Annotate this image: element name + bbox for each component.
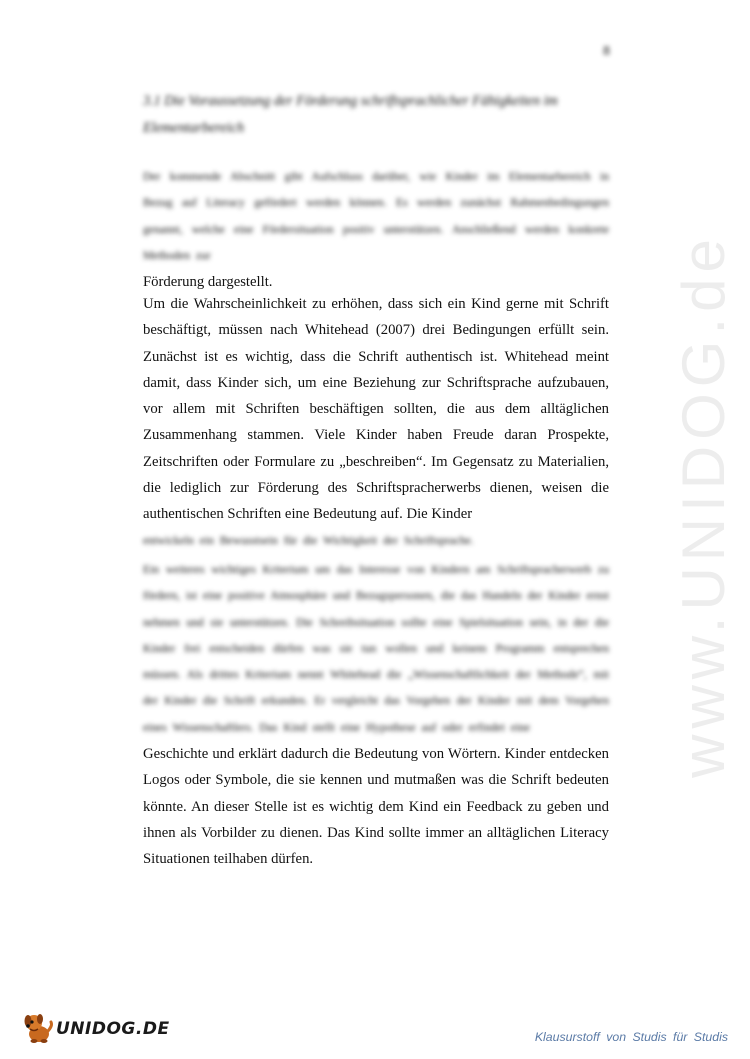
paragraph-2-text: Um die Wahrscheinlichkeit zu erhöhen, dass sich ein Kind gerne mit Schrift beschäftigt, müssen nach Whitehead (2007) drei Bedingungen erfüllt sein. Zunächst ist es wichtig, dass die Schrift authentisch ist. Whitehead meint damit, dass Kinder sich, um eine Beziehung zur Schriftsprache aufzubauen, vor allem mit Schriften beschäftigen sollten, die aus dem alltäglichen Zusammenhang stammen. Viele Kinder haben Freude daran Prospekte, Zeitschriften oder Formulare zu „beschreiben“. Im Gegensatz zu Materialien, die lediglich zur Förderung des Schriftspracherwerbs dienen, weisen die authentischen Schriften eine Bedeutung auf. Die Kinder <box>143 296 609 523</box>
paragraph-2 <box>143 291 609 554</box>
watermark <box>648 232 750 778</box>
paragraph-1 <box>143 164 609 295</box>
paragraph-1-blurred: Der kommende Abschnitt gibt Aufschluss darüber, wie Kinder im Elementarbereich in Bezug auf Literacy gefördert werden können. Es werden zunächst Rahmenbedingungen genannt, welche eine Fördersituation positiv unterstützen. Anschließend werden konkrete Methoden zur <box>143 170 609 262</box>
page-number: 8 <box>603 44 610 59</box>
unidog-logo <box>20 1010 180 1046</box>
paragraph-3 <box>143 557 609 873</box>
paragraph-3-blurred: Ein weiteres wichtiges Kriterium um das Interesse von Kindern am Schriftspracherwerb zu fördern, ist eine positive Atmosphäre und Bezugspersonen, die das Handeln der Kinder ernst nehmen und sie unterstützen. Die Schreibsituation sollte eine Spielsituation sein, in der die Kinder frei entscheiden dürfen was sie tun wollen und keinem Programm entsprechen müssen. Als drittes Kriterium nennt Whitehead die „Wissenschaftlichkeit der Methode“, mit der Kinder die Schrift erkunden. Er vergleicht das Vorgehen der Kinder mit dem Vorgehen eines Wissenschaftlers. Das Kind stellt eine Hypothese auf oder erfindet eine <box>143 563 609 734</box>
paragraph-2-blurred: entwickeln ein Bewusstsein für die Wichtigkeit der Schriftsprache. <box>143 533 474 547</box>
paragraph-1-text: Förderung dargestellt. <box>143 274 273 291</box>
footer-slogan: Klausurstoff von Studis für Studis <box>534 1030 728 1044</box>
paragraph-3-text: Geschichte und erklärt dadurch die Bedeutung von Wörtern. Kinder entdecken Logos oder Symbole, die sie kennen und mutmaßen was die Schrift bedeuten könnte. An dieser Stelle ist es wichtig dem Kind ein Feedback zu geben und ihnen als Vorbilder zu dienen. Das Kind sollte immer an alltäglichen Literacy Situationen teilhaben dürfen. <box>143 746 609 868</box>
watermark-text: www.UNIDOG.de <box>669 232 737 778</box>
logo-text: UNIDOG.DE <box>56 1019 170 1039</box>
section-heading: 3.1 Die Voraussetzung der Förderung schriftsprachlicher Fähigkeiten im Elementarbereich <box>143 93 558 136</box>
dog-mascot-icon <box>20 1010 56 1046</box>
